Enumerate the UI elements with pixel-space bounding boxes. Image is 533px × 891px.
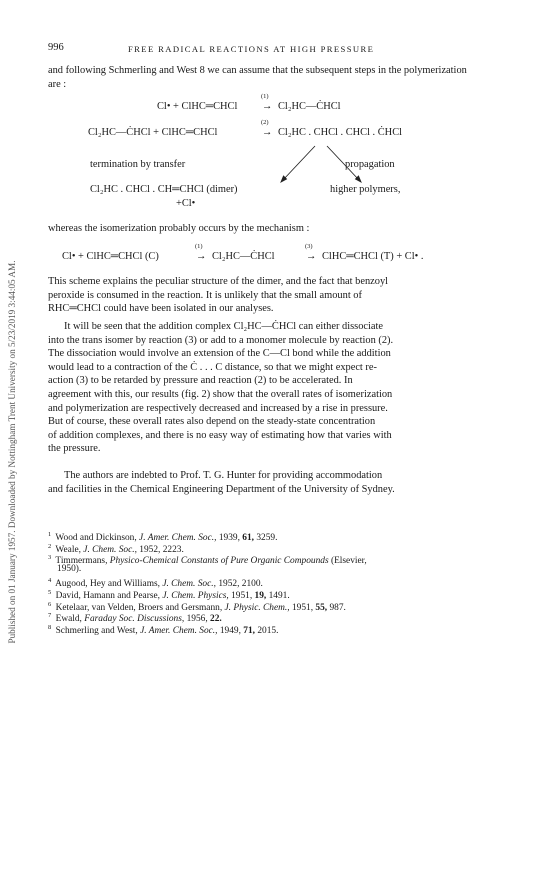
eq1-right: Cl₂HC—ĊHCl [278, 101, 341, 112]
footnote-authors: Ketelaar, van Velden, Broers and Gersmann, [53, 602, 223, 613]
whereas-text: whereas the isomerization probably occurs by the mechanism : [48, 223, 310, 234]
footnote-journal: J. Chem. Soc., [159, 579, 216, 590]
isomer-products: ClHC═CHCl (T) + Cl• . [322, 251, 424, 262]
para2-line-1: It will be seen that the addition complex Cl₂HC—ĊHCl can either dissociate [64, 321, 384, 332]
footnote-rest: 1952, 2223. [136, 544, 184, 555]
para2-line-6: agreement with this, our results (fig. 2) show that the overall rates of isomerization [48, 388, 393, 400]
para2-line-8: But of course, these overall rates also depend on the steady-state concentration [48, 416, 376, 428]
footnote-n: 8 [48, 623, 52, 631]
footnote-rest: 1952, 2100. [215, 579, 263, 590]
footnote-rest: 1951, [289, 602, 314, 613]
para1-line-2: peroxide is consumed in the reaction. It is unlikely that the small amount of [48, 289, 362, 301]
footnote-n: 3 [48, 554, 52, 562]
footnote-page: 3259. [253, 533, 278, 544]
footnote-journal: J. Amer. Chem. Soc., [136, 533, 217, 544]
footnote-journal: Physico-Chemical Constants of Pure Organic Compounds [107, 556, 329, 567]
para2-line-4: would lead to a contraction of the Ċ . . . C distance, so that we might expect re- [48, 361, 377, 373]
para1-line-3: RHC═CHCl could have been isolated in our analyses. [48, 303, 274, 315]
footnote-vol: 61, [239, 533, 254, 544]
footnote-vol: 22. [207, 614, 222, 625]
paragraph-discussion [48, 320, 480, 456]
isomer-complex: Cl₂HC—ĊHCl [212, 251, 275, 262]
eq2-right: Cl₂HC . CHCl . CHCl . ĊHCl [278, 127, 403, 138]
footnote-page: 2015. [255, 625, 279, 636]
footnote-authors: Schmerling and West, [53, 625, 138, 636]
higher-polymers: higher polymers, [330, 184, 401, 195]
footnote-vol: 19, [252, 591, 267, 602]
para2-line-5: action (3) to be retarded by pressure and reaction (2) to be accelerated. In [48, 375, 353, 387]
eq2-left: Cl₂HC—ĊHCl + ClHC═CHCl [88, 127, 218, 138]
intro-text: and following Schmerling and West 8 we can assume that the subsequent steps in the polymerization are : [48, 65, 467, 90]
footnote-authors: Augood, Hey and Williams, [53, 579, 160, 590]
para3-line-1: The authors are indebted to Prof. T. G. Hunter for providing accommodation [64, 470, 383, 481]
footnote-journal: J. Chem. Physics, [160, 591, 229, 602]
footnote-authors: 1950). [57, 563, 82, 574]
eq1-left: Cl• + ClHC═CHCl [157, 101, 238, 112]
eq1-number: (1) [261, 93, 269, 100]
eq2-number: (2) [261, 119, 269, 126]
dimer-plus-cl: +Cl• [176, 198, 196, 209]
footnote-8 [48, 622, 278, 638]
paragraph-acknowledgement [48, 469, 480, 496]
termination-label: termination by transfer [90, 159, 186, 170]
isomer-arrow-2: → [306, 251, 317, 262]
download-watermark: Published on 01 January 1957. Downloaded by Nottingham Trent University on 5/23/2019 3:44:05 AM. [7, 260, 17, 644]
footnote-page: 987. [327, 602, 346, 613]
footnote-n: 5 [48, 589, 52, 596]
footnote-page: 1491. [266, 591, 290, 602]
para2-line-2: into the trans isomer by reaction (3) or add to a monomer molecule by reaction (2). [48, 334, 394, 346]
footnote-vol: 55, [313, 602, 328, 613]
isomer-number-1: (1) [195, 243, 203, 250]
footnote-3 [48, 552, 367, 568]
footnote-journal: J. Physic. Chem., [222, 602, 290, 613]
isomer-number-3: (3) [305, 243, 313, 250]
footnote-rest: 1949, [217, 625, 241, 636]
eq2-arrow: → [262, 127, 273, 138]
footnote-n: 2 [48, 542, 52, 550]
footnote-journal: J. Amer. Chem. Soc., [137, 625, 218, 636]
isomer-arrow-1: → [196, 251, 207, 262]
footnote-rest: 1939, [216, 533, 240, 544]
footnote-rest: (Elsevier, [328, 556, 367, 567]
footnote-authors: Ewald, [53, 614, 82, 625]
para2-line-10: the pressure. [48, 443, 101, 455]
footnote-n: 6 [48, 600, 52, 608]
footnote-n: 7 [48, 612, 52, 620]
propagation-label: propagation [345, 159, 395, 170]
para2-line-3: The dissociation would involve an extension of the C—Cl bond while the addition [48, 348, 391, 360]
para2-line-9: of addition complexes, and there is no easy way of estimating how that varies with [48, 429, 392, 441]
dimer-formula: Cl₂HC . CHCl . CH═CHCl (dimer) [90, 184, 238, 195]
footnote-journal: J. Chem. Soc., [80, 544, 137, 555]
footnote-journal: Faraday Soc. Discussions, [81, 614, 185, 625]
footnote-n: 4 [48, 577, 52, 585]
footnote-rest: 1951, [228, 591, 253, 602]
footnote-authors: David, Hamann and Pearse, [53, 591, 160, 602]
footnote-authors: Wood and Dickinson, [53, 533, 137, 544]
footnote-authors: Timmermans, [53, 556, 108, 567]
isomer-reactants: Cl• + ClHC═CHCl (C) [62, 251, 159, 262]
footnote-rest: 1956, [184, 614, 208, 625]
para3-line-2: and facilities in the Chemical Engineering Department of the University of Sydney. [48, 483, 395, 495]
para2-line-7: and polymerization are respectively decreased and increased by a rise in pressure. [48, 402, 388, 414]
footnote-n: 1 [48, 531, 52, 538]
footnote-cont [57, 564, 81, 576]
eq1-arrow: → [262, 101, 273, 112]
arrow-termination [283, 146, 315, 180]
page-number: 996 [48, 42, 64, 53]
footnote-authors: Weale, [53, 544, 81, 555]
paragraph-scheme [48, 275, 480, 316]
running-title: FREE RADICAL REACTIONS AT HIGH PRESSURE [128, 44, 375, 54]
footnote-vol: 71, [240, 625, 255, 636]
para1-line-1: This scheme explains the peculiar structure of the dimer, and the fact that benzoyl [48, 276, 389, 287]
